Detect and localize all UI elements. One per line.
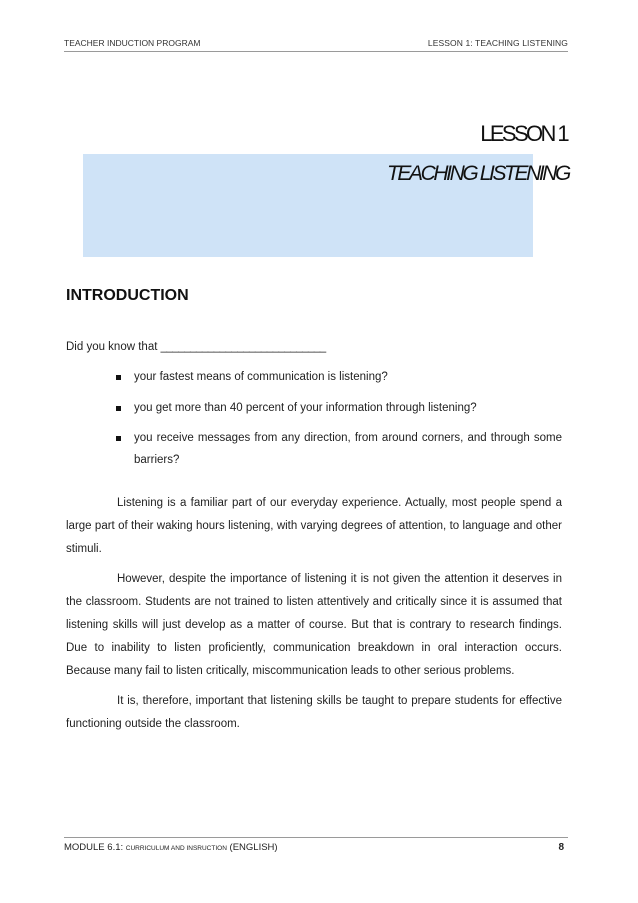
intro-question-blank: ____________________________ bbox=[160, 341, 326, 353]
footer-subject: (ENGLISH) bbox=[229, 842, 278, 853]
header-lesson: LESSON 1: TEACHING LISTENING bbox=[427, 38, 568, 48]
footer-module-number: MODULE 6.1: bbox=[64, 842, 124, 853]
page-footer bbox=[64, 837, 568, 853]
introduction-heading: INTRODUCTION bbox=[66, 287, 189, 304]
header-program: TEACHER INDUCTION PROGRAM bbox=[64, 38, 201, 48]
bullet-text: you receive messages from any direction, from around corners, and through some barriers? bbox=[134, 432, 562, 466]
intro-question-text: Did you know that bbox=[66, 341, 158, 353]
list-item bbox=[114, 428, 562, 471]
lesson-number: LESSON 1 bbox=[480, 121, 567, 146]
page-header bbox=[64, 38, 568, 52]
body-text bbox=[66, 492, 562, 743]
square-bullet-icon bbox=[116, 436, 121, 441]
list-item bbox=[114, 398, 562, 420]
paragraph: Listening is a familiar part of our everyday experience. Actually, most people spend a large part of their waking hours listening, with varying degrees of attention, to language and other stimuli. bbox=[66, 497, 562, 555]
paragraph: It is, therefore, important that listening skills be taught to prepare students for effective functioning outside the classroom. bbox=[66, 695, 562, 730]
lesson-title: TEACHING LISTENING bbox=[387, 162, 569, 185]
intro-question bbox=[66, 341, 326, 353]
list-item bbox=[114, 367, 562, 389]
paragraph: However, despite the importance of listening it is not given the attention it deserves in the classroom. Students are not trained to listen attentively and critically since it is assumed that listening skills will just develop as a matter of course. But that is contrary to research findings. Due to inability to listen proficiently, communication breakdown in oral interaction occurs. Because many fail to listen critically, miscommunication leads to other serious problems. bbox=[66, 573, 562, 677]
square-bullet-icon bbox=[116, 406, 121, 411]
bullet-text: you get more than 40 percent of your information through listening? bbox=[134, 401, 477, 414]
footer-course: CURRICULUM AND INSRUCTION bbox=[125, 845, 227, 852]
footer-module bbox=[64, 842, 278, 853]
square-bullet-icon bbox=[116, 375, 121, 380]
bullet-text: your fastest means of communication is listening? bbox=[134, 371, 388, 383]
intro-bullet-list bbox=[114, 367, 562, 480]
page-number: 8 bbox=[558, 842, 564, 853]
